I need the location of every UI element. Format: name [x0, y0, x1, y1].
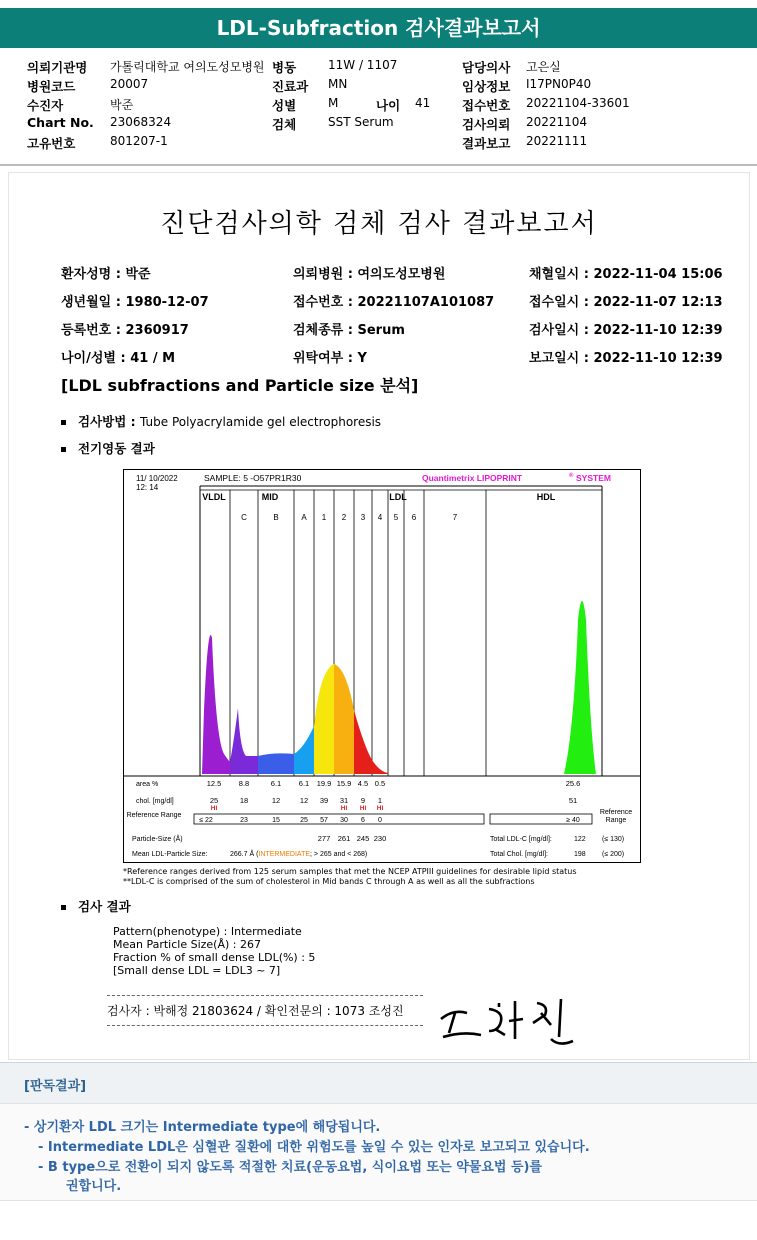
- hdr-label: 나이: [376, 98, 401, 113]
- result-bullet: [61, 897, 131, 915]
- hdr-label: 병원코드: [27, 79, 76, 94]
- chol-value: 1: [377, 796, 383, 805]
- ldl1-peak: [314, 664, 334, 774]
- chart-date: 11/ 10/2022: [136, 474, 178, 483]
- area-value: 4.5: [357, 779, 369, 788]
- hdr-label: 성별: [272, 98, 297, 113]
- bullet-icon: [61, 905, 66, 910]
- electro-label: 전기영동 결과: [78, 441, 155, 456]
- chart-sample: SAMPLE: 5 -O57PR1R30: [204, 473, 302, 483]
- patient-field: 의뢰병원 : 여의도성모병원: [293, 267, 446, 282]
- reference-value: 6: [361, 817, 365, 824]
- result-line: [Small dense LDL = LDL3 ~ 7]: [113, 964, 281, 977]
- hdr-value: 41: [415, 96, 431, 110]
- reference-value: 23: [240, 817, 248, 824]
- hdr-label: 결과보고: [462, 136, 511, 151]
- band-label: 1: [321, 513, 327, 522]
- hdr-value: 박준: [110, 98, 134, 112]
- electro-bullet: [61, 439, 155, 457]
- patient-field: 채혈일시 : 2022-11-04 15:06: [529, 267, 723, 282]
- band-label: 3: [360, 513, 366, 522]
- hdr-label: 진료과: [272, 79, 309, 94]
- judgment-line: - Intermediate LDL은 심혈관 질환에 대한 위험도를 높일 수 있는 인자로 보고되고 있습니다.: [38, 1140, 590, 1155]
- reference-header: Range: [605, 817, 627, 824]
- particle-size-value: 277: [317, 834, 331, 843]
- chol-value: 12: [299, 796, 309, 805]
- judgment-line: 권합니다.: [66, 1179, 122, 1194]
- band-label: A: [301, 513, 307, 522]
- hdr-value: 20221104: [526, 115, 588, 129]
- chol-value: 31: [339, 796, 349, 805]
- header-divider: [0, 164, 757, 166]
- chol-value: 51: [568, 796, 578, 805]
- vldl-peak: [202, 635, 230, 774]
- hdr-value: MN: [328, 77, 348, 91]
- electrophoresis-svg: [124, 470, 640, 862]
- chart-notes: [123, 867, 577, 887]
- hdr-value: 고은실: [526, 60, 561, 74]
- particle-size-value: 230: [373, 834, 387, 843]
- hdr-label: 의뢰기관명: [27, 60, 88, 75]
- reference-value: ≤ 22: [199, 817, 213, 824]
- area-value: 6.1: [270, 779, 282, 788]
- hdr-label: Chart No.: [27, 115, 94, 130]
- area-value: 8.8: [238, 779, 250, 788]
- result-lines: [113, 925, 315, 977]
- hdr-value: SST Serum: [328, 115, 394, 129]
- hdr-label: 수진자: [27, 98, 64, 113]
- signature-area: [107, 995, 427, 1026]
- result-line: Pattern(phenotype) : Intermediate: [113, 925, 302, 938]
- signature-line: 검사자 : 박해정 21803624 / 확인전문의 : 1073 조성진: [107, 1004, 404, 1018]
- chol-value: 18: [239, 796, 249, 805]
- area-value: 19.9: [316, 779, 332, 788]
- row-label: area %: [136, 781, 159, 788]
- mean-size-text: [230, 849, 367, 858]
- group-label: MID: [261, 492, 279, 502]
- patient-field: 등록번호 : 2360917: [61, 323, 189, 338]
- reference-value: 30: [340, 817, 348, 824]
- reference-value: 15: [272, 817, 280, 824]
- reference-header: Reference: [599, 809, 633, 816]
- row-label: chol. [mg/dl]: [136, 798, 174, 805]
- hdr-value: 가톨릭대학교 여의도성모병원: [110, 60, 265, 74]
- total-ldl-label: Total LDL-C [mg/dl]:: [490, 836, 552, 843]
- patient-field: 검사일시 : 2022-11-10 12:39: [529, 323, 723, 338]
- method-label: 검사방법 :: [78, 414, 136, 429]
- hi-flag: HI: [376, 805, 384, 812]
- hdr-value: M: [328, 96, 339, 110]
- request-header: [0, 52, 757, 164]
- chol-value: 25: [209, 796, 219, 805]
- area-value: 25.6: [565, 779, 581, 788]
- band-label: 4: [377, 513, 383, 522]
- row-label: Mean LDL-Particle Size:: [132, 851, 208, 858]
- note-line: *Reference ranges derived from 125 serum samples that met the NCEP ATPIII guidelines for desirable lipid status: [123, 867, 577, 876]
- judgment-title: [판독결과]: [24, 1079, 87, 1094]
- dashed-rule: [107, 995, 423, 996]
- hi-flag: HI: [340, 805, 348, 812]
- total-ldl-ref: (≤ 130): [602, 836, 625, 843]
- area-value: 12.5: [206, 779, 222, 788]
- patient-field: 검체종류 : Serum: [293, 323, 405, 338]
- row-label: Particle-Size (Å): [132, 836, 183, 843]
- band-label: 7: [452, 513, 458, 522]
- band-label: 5: [393, 513, 399, 522]
- patient-field: 환자성명 : 박준: [61, 267, 151, 282]
- hdr-value: 801207-1: [110, 134, 168, 148]
- mean-range: ; > 265 and < 268): [310, 851, 368, 858]
- group-label: LDL: [389, 492, 407, 502]
- hdr-value: 20221104-33601: [526, 96, 630, 110]
- total-chol-value: 198: [574, 851, 586, 858]
- particle-size-value: 261: [337, 834, 351, 843]
- reference-value: 25: [300, 817, 308, 824]
- reference-value: 57: [320, 817, 328, 824]
- bullet-icon: [61, 420, 66, 425]
- band-label: 2: [341, 513, 347, 522]
- chol-value: 9: [360, 796, 366, 805]
- row-label: Reference Range: [126, 812, 182, 819]
- reference-box: [194, 814, 484, 824]
- hdr-label: 담당의사: [462, 60, 511, 75]
- patient-field: 나이/성별 : 41 / M: [61, 351, 176, 366]
- judgment-body: [0, 1103, 757, 1201]
- hdr-value: I17PN0P40: [526, 77, 592, 91]
- mean-size-value: 266.7 Å (: [230, 851, 259, 858]
- patient-field: 보고일시 : 2022-11-10 12:39: [529, 351, 723, 366]
- hdr-value: 11W / 1107: [328, 58, 398, 72]
- ldl3-peak: [354, 710, 372, 774]
- hdr-label: 임상정보: [462, 79, 511, 94]
- reference-value: ≥ 40: [566, 817, 580, 824]
- hdr-label: 검체: [272, 117, 297, 132]
- hdr-value: 20221111: [526, 134, 588, 148]
- method-bullet: [61, 412, 381, 430]
- band-label: 6: [411, 513, 417, 522]
- group-label: VLDL: [202, 492, 226, 502]
- ldl2-peak: [334, 664, 354, 774]
- dashed-rule: [107, 1025, 423, 1026]
- hdr-value: 20007: [110, 77, 149, 91]
- top-spacer: [0, 0, 757, 8]
- report-sheet: [8, 172, 750, 1060]
- handwritten-signature: [433, 991, 583, 1051]
- judgment-line: - 상기환자 LDL 크기는 Intermediate type에 해당됩니다.: [24, 1120, 381, 1135]
- total-chol-ref: (≤ 200): [602, 851, 625, 858]
- mean-class: INTERMEDIATE: [258, 851, 311, 858]
- hdr-value: 23068324: [110, 115, 172, 129]
- judgment-header: [0, 1062, 757, 1103]
- area-value: 0.5: [374, 779, 386, 788]
- band-label: B: [273, 513, 279, 522]
- chart-brand-suffix: SYSTEM: [576, 473, 611, 483]
- patient-field: 생년월일 : 1980-12-07: [61, 295, 209, 310]
- particle-size-value: 245: [356, 834, 370, 843]
- patient-field: 접수일시 : 2022-11-07 12:13: [529, 295, 723, 310]
- area-value: 6.1: [298, 779, 310, 788]
- chart-brand-mark: ®: [569, 473, 574, 479]
- mid-b-peak: [258, 753, 294, 774]
- total-chol-label: Total Chol. [mg/dl]:: [490, 851, 548, 858]
- ldl4-peak: [372, 760, 388, 774]
- hdr-label: 접수번호: [462, 98, 511, 113]
- chart-brand: Quantimetrix LIPOPRINT: [422, 473, 523, 483]
- patient-field: 위탁여부 : Y: [293, 351, 367, 366]
- note-line: **LDL-C is comprised of the sum of cholesterol in Mid bands C through A as well as all the subfractions: [123, 877, 535, 886]
- chol-value: 39: [319, 796, 329, 805]
- hdr-label: 고유번호: [27, 136, 76, 151]
- group-label: HDL: [536, 492, 556, 502]
- mid-a-peak: [294, 726, 314, 774]
- hdr-label: 병동: [272, 60, 297, 75]
- result-label: 검사 결과: [78, 899, 131, 914]
- report-banner: LDL-Subfraction 검사결과보고서: [0, 8, 757, 48]
- section-title: [LDL subfractions and Particle size 분석]: [61, 376, 419, 395]
- report-title: 진단검사의학 검체 검사 결과보고서: [160, 209, 598, 239]
- chart-time: 12: 14: [136, 483, 159, 492]
- bullet-icon: [61, 447, 66, 452]
- judgment-line: - B type으로 전환이 되지 않도록 적절한 치료(운동요법, 식이요법 또는 약물요법 등)를: [38, 1160, 543, 1175]
- band-label: C: [241, 513, 247, 522]
- result-line: Fraction % of small dense LDL(%) : 5: [113, 951, 316, 964]
- electrophoresis-chart: [123, 469, 641, 863]
- reference-value: 0: [378, 817, 382, 824]
- result-line: Mean Particle Size(Å) : 267: [113, 938, 261, 951]
- hdl-peak: [564, 601, 596, 774]
- hi-flag: HI: [359, 805, 367, 812]
- total-ldl-value: 122: [574, 836, 586, 843]
- area-value: 15.9: [336, 779, 352, 788]
- hdr-label: 검사의뢰: [462, 117, 511, 132]
- method-value: Tube Polyacrylamide gel electrophoresis: [140, 415, 382, 429]
- chol-value: 12: [271, 796, 281, 805]
- hi-flag: HI: [210, 805, 218, 812]
- patient-field: 접수번호 : 20221107A101087: [293, 295, 495, 310]
- mid-c-peak: [230, 708, 258, 774]
